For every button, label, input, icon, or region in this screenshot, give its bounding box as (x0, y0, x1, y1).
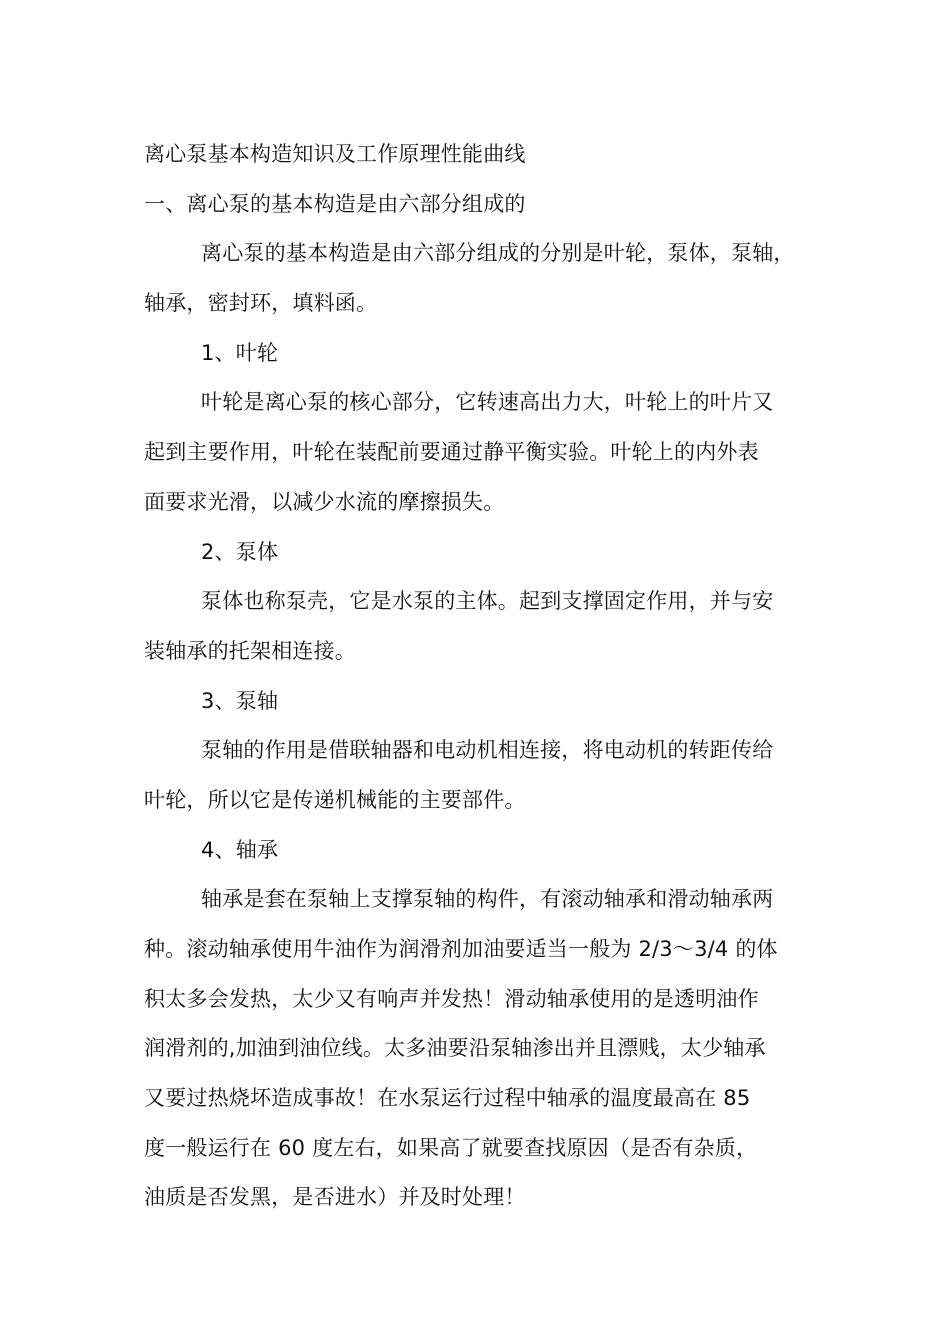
section-heading: 一、离心泵的基本构造是由六部分组成的 (144, 191, 526, 216)
paragraph-line: 度一般运行在 60 度左右，如果高了就要查找原因（是否有杂质， (144, 1135, 758, 1160)
paragraph-line: 装轴承的托架相连接。 (144, 638, 356, 663)
paragraph-line: 积太多会发热，太少又有响声并发热！滑动轴承使用的是透明油作 (144, 986, 759, 1011)
paragraph-line: 泵体也称泵壳，它是水泵的主体。起到支撑固定作用，并与安 (201, 589, 774, 614)
paragraph-line: 种。滚动轴承使用牛油作为润滑剂加油要适当一般为 2/3～3/4 的体 (144, 937, 778, 961)
paragraph-line: 又要过热烧坏造成事故！在水泵运行过程中轴承的温度最高在 85 (144, 1086, 751, 1111)
subsection-heading-pump-shaft: 3、泵轴 (201, 688, 279, 713)
intro-line: 轴承，密封环，填料函。 (144, 291, 378, 316)
paragraph-line: 轴承是套在泵轴上支撑泵轴的构件，有滚动轴承和滑动轴承两 (201, 887, 774, 912)
document-body (144, 130, 834, 1223)
paragraph-line: 泵轴的作用是借联轴器和电动机相连接，将电动机的转距传给 (201, 738, 774, 763)
paragraph-line: 油质是否发黑，是否进水）并及时处理！ (144, 1185, 526, 1210)
document-title: 离心泵基本构造知识及工作原理性能曲线 (144, 142, 526, 166)
subsection-heading-pump-body: 2、泵体 (201, 539, 279, 564)
paragraph-line: 润滑剂的,加油到油位线。太多油要沿泵轴渗出并且漂贱，太少轴承 (144, 1036, 766, 1061)
paragraph-line: 叶轮是离心泵的核心部分，它转速高出力大，叶轮上的叶片又 (201, 390, 774, 415)
subsection-heading-impeller: 1、叶轮 (201, 340, 279, 365)
intro-line: 离心泵的基本构造是由六部分组成的分别是叶轮，泵体，泵轴， (201, 241, 795, 266)
paragraph-line: 面要求光滑，以减少水流的摩擦损失。 (144, 489, 505, 514)
subsection-heading-bearing: 4、轴承 (201, 837, 279, 862)
paragraph-line: 起到主要作用，叶轮在装配前要通过静平衡实验。叶轮上的内外表 (144, 440, 759, 465)
paragraph-line: 叶轮，所以它是传递机械能的主要部件。 (144, 787, 526, 812)
